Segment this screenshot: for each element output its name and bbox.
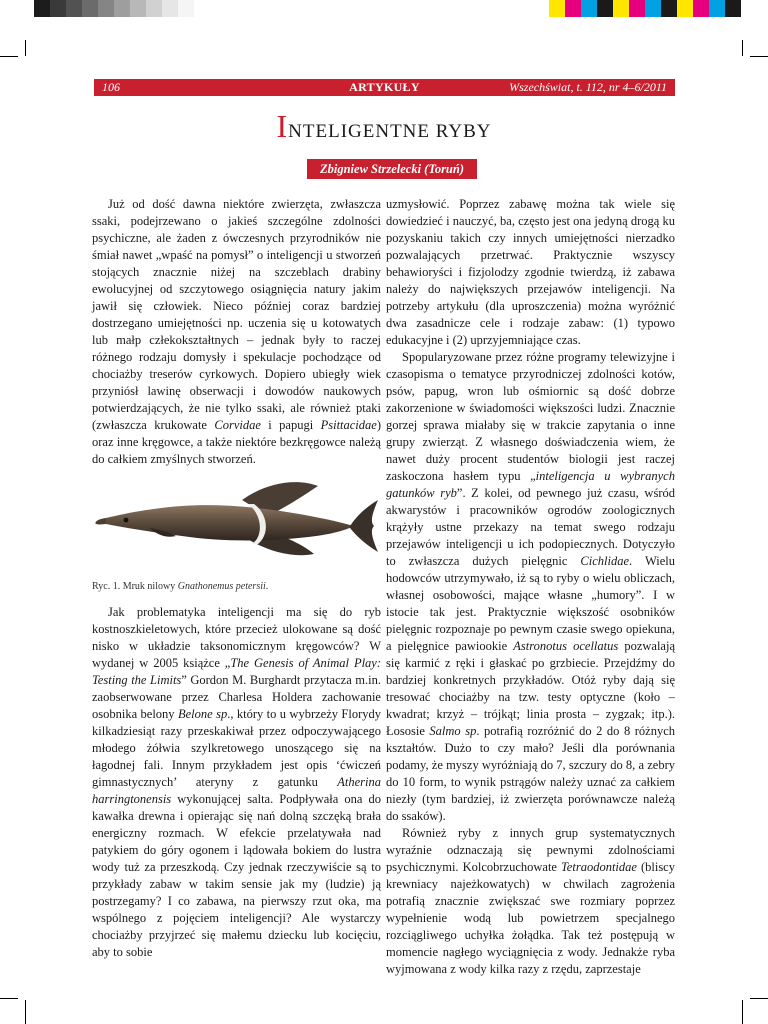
calibration-swatch — [581, 0, 597, 17]
calibration-swatch — [709, 0, 725, 17]
calibration-swatch — [549, 0, 565, 17]
crop-mark — [25, 1000, 26, 1024]
crop-mark — [750, 998, 768, 999]
column-right — [386, 196, 675, 978]
journal-citation: Wszechświat, t. 112, nr 4–6/2011 — [509, 80, 667, 94]
calibration-swatch — [565, 0, 581, 17]
calibration-bar-gray — [34, 0, 194, 17]
paragraph: Jak problematyka inteligencji ma się do ryb kostnoszkieletowych, które przecież ulokowane są dość nisko w układzie taksonomicznym kręgowców? W wydanej w 2005 książce „The Genesis of Animal Play: Testing the Limits” Gordon M. Burghardt przytacza m.in. zaobserwowane przez Charlesa Holdera zachowanie osobnika belony Belone sp., który to u wybrzeży Florydy kilkadziesiąt razy przeskakiwał przez odpoczywającego młodego żółwia szylkretowego unoszącego się na łagodnej fali. Innym przykładem jest opis ‘ćwiczeń gimnastycznych’ ateryny z gatunku Atherina harringtonensis wykonującej salta. Podpływała ona do kawałka drewna i opierając się nań dolną szczęką brała energiczny rozmach. W efekcie przelatywała nad patykiem do góry ogonem i lądowała bokiem do lustra wody tuż za przeszkodą. Czy jednak rzeczywiście są to przykłady zabaw w takim sensie jak my (ludzie) ją postrzegamy? I co zabawa, na pierwszy rzut oka, ma wspólnego z pojęciem inteligencji? Ale wystarczy chociażby przyjrzeć się małemu dziecku lub kocięciu, aby to sobie — [92, 605, 382, 959]
calibration-swatch — [82, 0, 98, 17]
calibration-swatch — [114, 0, 130, 17]
crop-mark — [742, 40, 743, 56]
article-title — [0, 108, 768, 145]
title-rest: NTELIGENTNE RYBY — [288, 121, 492, 142]
calibration-swatch — [34, 0, 50, 17]
crop-mark — [0, 56, 18, 57]
author-line: Zbigniew Strzelecki (Toruń) — [307, 159, 477, 179]
crop-mark — [742, 1000, 743, 1024]
title-initial: I — [276, 108, 289, 144]
figure-caption: Ryc. 1. Mruk nilowy Gnathonemus petersii. — [92, 581, 269, 592]
crop-mark — [25, 40, 26, 56]
calibration-swatch — [645, 0, 661, 17]
column-left-bottom — [92, 604, 381, 961]
calibration-swatch — [66, 0, 82, 17]
calibration-swatch — [146, 0, 162, 17]
paragraph: uzmysłowić. Poprzez zabawę można tak wiele się dowiedzieć i nauczyć, ba, często jest ona jedyną drogą ku pozyskaniu takich czy innych umiejętności nierzadko pozwalających przetrwać. Praktycznie wszyscy behawioryści i fizjolodzy zgodnie twierdzą, iż zabawa należy do największych przejawów inteligencji. Na potrzeby artykułu (dla uproszczenia) można wyróżnić dwa zasadnicze cele i rodzaje zabaw: (1) typowo edukacyjne i (2) uprzyjemniające czas. — [386, 197, 675, 347]
calibration-bar-color — [549, 0, 741, 17]
section-label: ARTYKUŁY — [349, 80, 420, 94]
paragraph: Spopularyzowane przez różne programy telewizyjne i czasopisma o tematyce przyrodniczej zdolności kotów, psów, papug, wron lub ośmiornic są dość dobrze zakorzenione w świadomości większości ludzi. Znacznie gorzej sprawa miałaby się w trakcie zapytania o inne grupy zwierząt. Z własnego doświadczenia wiem, że nawet duży procent studentów biologii jest raczej zaskoczona hasłem typu „inteligencja u wybranych gatunków ryb”. Z kolei, od pewnego już czasu, wśród akwarystów i pracowników ogrodów zoologicznych krążyły ustne przekazy na temat swego rodzaju przejawów inteligencji u ich podopiecznych. Dotyczyło to zwłaszcza dużych pielęgnic Cichlidae. Wielu hodowców utrzymywało, iż są to ryby o wielu obliczach, własnej osobowości, mające własne „humory”. I w istocie tak jest. Praktycznie większość osobników pielęgnic rozpoznaje po pewnym czasie swego opiekuna, a pielęgnice pawiookie Astronotus ocellatus pozwalają się karmić z ręki i głaskać po grzbiecie. Przejdźmy do bardziej konkretnych przykładów. Otóż ryby dają się tresować chociażby na tzw. testy optyczne (koło – kwadrat; krzyż – trójkąt; linia prosta – zygzak; itp.). Łososie Salmo sp. potrafią rozróżnić do 2 do 8 różnych kształtów. Dużo to czy mało? Jeśli dla porównania podamy, że myszy wyróżniają do 7, szczury do 8, a zebry do 10 form, to wynik pstrągów należy uznać za całkiem niezły (tym bardziej, iż zwierzęta porównawcze należą do ssaków). — [386, 350, 675, 823]
fish-illustration — [92, 478, 382, 574]
page-number: 106 — [102, 80, 120, 94]
calibration-swatch — [661, 0, 677, 17]
calibration-swatch — [162, 0, 178, 17]
calibration-swatch — [50, 0, 66, 17]
running-header — [94, 79, 675, 96]
calibration-swatch — [98, 0, 114, 17]
calibration-swatch — [677, 0, 693, 17]
crop-mark — [750, 56, 768, 57]
calibration-swatch — [178, 0, 194, 17]
calibration-swatch — [629, 0, 645, 17]
calibration-swatch — [130, 0, 146, 17]
column-left-top — [92, 196, 381, 468]
calibration-swatch — [613, 0, 629, 17]
paragraph: Również ryby z innych grup systematycznych wyraźnie odznaczają się pewnymi zdolnościami psychicznymi. Kolcobrzuchowate Tetraodontidae (bliscy krewniacy najeżkowatych) w chwilach zagrożenia potrafią znacznie zwiększać swe rozmiary poprzez wypełnienie wodą lub powietrzem specjalnego rozciągliwego uchyłka żołądka. Tak też postępują w momencie nagłego wyciągnięcia z wody. Jednakże ryba wyjmowana z wody kilka razy z rzędu, zaprzestaje — [386, 826, 675, 976]
paragraph: Już od dość dawna niektóre zwierzęta, zwłaszcza ssaki, podejrzewano o jakieś szczególne zdolności psychiczne, ale żaden z ówczesnych przyrodników nie śmiał nawet „wpaść na pomysł” o inteligencji u stworzeń stojących znacznie niżej na szczeblach drabiny ewolucyjnej od szczytowego osiągnięcia natury jakim jawił się człowiek. Nieco później coraz bardziej dostrzegano umiejętności np. uczenia się u kotowatych lub małp człekokształtnych – jednak były to raczej różnego rodzaju domysły i spekulacje pochodzące od chociażby treserów cyrkowych. Dopiero ubiegły wiek przyniósł lawinę obserwacji i dowodów naukowych potwierdzających, że nie tylko ssaki, ale również ptaki (zwłaszcza krukowate Corvidae i papugi Psittacidae) oraz inne kręgowce, a także niektóre bezkręgowce należą do całkiem zmyślnych stworzeń. — [92, 197, 382, 466]
calibration-swatch — [693, 0, 709, 17]
calibration-swatch — [725, 0, 741, 17]
crop-mark — [0, 998, 18, 999]
calibration-swatch — [597, 0, 613, 17]
